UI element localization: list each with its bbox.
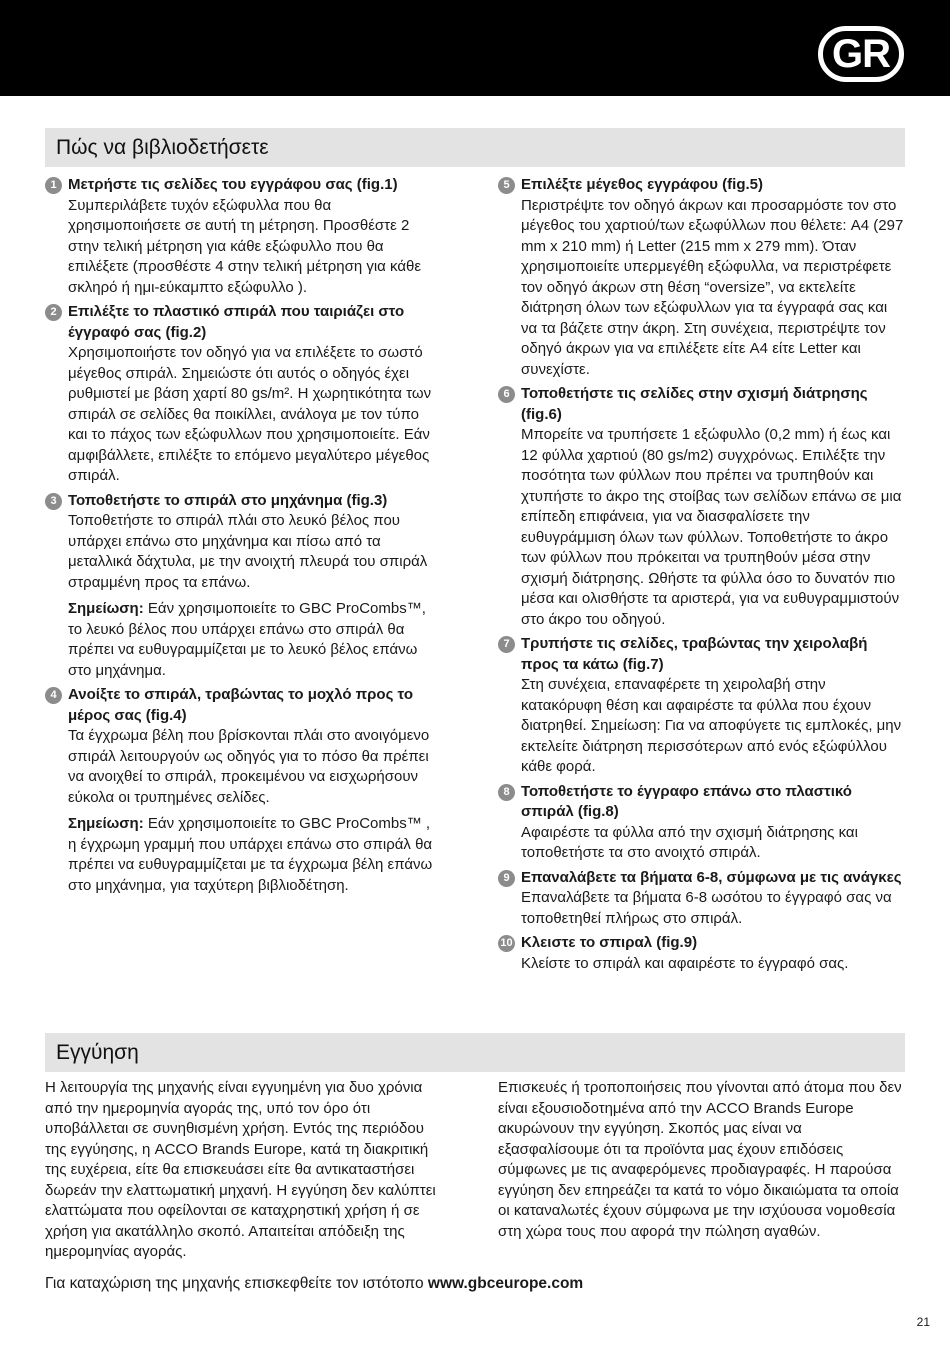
step-number-badge: 4 [45,687,62,704]
warranty-text-right: Επισκευές ή τροποποιήσεις που γίνονται από άτομα που δεν είναι εξουσιοδοτημένα από την ACCO Brands Europe ακυρώνουν την εγγύηση. Σκοπός μας είναι να εξασφαλίσουμε ότι τα προϊόντα μας έχουν επιδόσεις σύμφωνες με τις αναφερόμενες προδιαγραφές. Η παρούσα εγγύηση δεν επηρεάζει τα κατά το νόμο δικαιώματα τα οποία οι καταναλωτές έχουν σύμφωνα με την ισχύουσα νομοθεσία στη χώρα τους που αφορά την πώληση αγαθών. [498,1079,902,1240]
step-3 [45,491,437,682]
note-text: Εάν χρησιμοποιείτε το GBC ProCombs™ , η έγχρωμη γραμμή που υπάρχει επάνω στο σπιράλ θα πρέπει να ευθυγραμμίζεται με τα έγχρωμα βέλη επάνω στο μηχάνημα, για ταχύτερη βιβλιοδέτηση. [68,815,433,894]
step-number-badge: 5 [498,177,515,194]
registration-text: Για καταχώριση της μηχανής επισκεφθείτε τον ιστότοπο [45,1275,428,1292]
step-6 [498,384,906,630]
step-title: Κλειστε το σπιραλ (fig.9) [521,934,698,951]
step-number-badge: 1 [45,177,62,194]
step-body: Κλείστε το σπιράλ και αφαιρέστε το έγγραφό σας. [521,954,849,972]
step-number-badge: 9 [498,870,515,887]
step-number-badge: 8 [498,784,515,801]
step-number-badge: 2 [45,304,62,321]
step-body: Μπορείτε να τρυπήσετε 1 εξώφυλλο (0,2 mm) ή έως και 12 φύλλα χαρτιού (80 gs/m2) συγχρόνως. Επιλέξτε την ποσότητα των φύλλων που πρέπει να τρυπηθούν και χτυπήστε το άκρο της στοίβας των σελίδων επάνω σε μια επίπεδη επιφάνεια, για να διασφαλίσετε την ευθυγράμμιση όλων των φύλλων. Τοποθετήστε το άκρο των φύλλων που πρόκειται να τρυπηθούν μέσα στην σχισμή διάτρησης. Ωθήστε τα φύλλα όσο το δυνατόν πιο μέσα και ολισθήστε τα αριστερά, για να ευθυγραμμιστούν στο άκρο του οδηγού. [521,426,902,628]
step-body: Συμπεριλάβετε τυχόν εξώφυλλα που θα χρησιμοποιήσετε σε αυτή τη μέτρηση. Προσθέστε 2 στην τελική μέτρηση για κάθε εξώφυλλο που θα επιλέξετε (προσθέστε 4 στην τελική μέτρηση για κάθε σκληρό ή ημι-εύκαμπτο εξώφυλλο ). [68,196,422,296]
step-7 [498,634,906,778]
step-number-badge: 7 [498,636,515,653]
step-body: Τοποθετήστε το σπιράλ πλάι στο λευκό βέλος που υπάρχει επάνω στο μηχάνημα και πίσω από τα μεταλλικά δάχτυλα, με την ανοιχτή πλευρά του σπιράλ στραμμένη προς τα επάνω. [68,512,428,591]
right-column [498,175,906,978]
website-link[interactable]: www.gbceurope.com [427,1275,584,1292]
page-number: 21 [916,1315,930,1329]
step-title: Επιλέξτε το πλαστικό σπιράλ που ταιριάζει στο έγγραφό σας (fig.2) [68,303,405,341]
step-body: Περιστρέψτε τον οδηγό άκρων και προσαρμόστε τον στο μέγεθος του χαρτιού/των εξωφύλλων που θέλετε: A4 (297 mm x 210 mm) ή Letter (215 mm x 279 mm). Όταν χρησιμοποιείτε υπερμεγέθη εξώφυλλα, να περιστρέφετε τον οδηγό άκρων στη θέση “oversize”, να εκτελείτε διάτρηση όλων των εξώφυλλων για τα έγγραφά σας και να τα βάζετε στην άκρη. Στη συνέχεια, περιστρέψτε τον οδηγό άκρων για να επιλέξετε είτε A4 είτε Letter και συνεχίστε. [521,196,904,378]
step-body: Τα έγχρωμα βέλη που βρίσκονται πλάι στο ανοιγόμενο σπιράλ λειτουργούν ως οδηγός για το πόσο θα πρέπει να ανοιχθεί το σπιράλ, προκειμένου να εισχωρήσουν εύκολα οι τρυπημένες σελίδες. [68,727,430,806]
language-badge: GR [818,26,904,82]
step-body: Χρησιμοποιήστε τον οδηγό για να επιλέξετε το σωστό μέγεθος σπιράλ. Σημειώστε ότι αυτός ο οδηγός έχει ρυθμιστεί με βάση χαρτί 80 gs/m². Η χωρητικότητα των σπιράλ σε σελίδες θα ποικίλλει, ανάλογα με τον τύπο και το πάχος των εξώφυλλων που χρησιμοποιείτε. Εάν αμφιβάλλετε, επιλέξτε το επόμενο μεγαλύτερο μέγεθος σπιράλ. [68,344,432,484]
note-label: Σημείωση: [68,815,144,832]
step-body: Στη συνέχεια, επαναφέρετε τη χειρολαβή στην κατακόρυφη θέση και αφαιρέστε τα φύλλα που έχουν διατρηθεί. Σημείωση: Για να αποφύγετε τις εμπλοκές, μην εκτελείτε διάτρηση περισσότερων από ενός εξώφύλλου κάθε φορά. [521,676,902,775]
registration-note [45,1275,583,1293]
note-label: Σημείωση: [68,600,144,617]
step-number-badge: 6 [498,386,515,403]
step-10 [498,933,906,974]
step-title: Τοποθετήστε τις σελίδες στην σχισμή διάτρησης (fig.6) [521,385,868,423]
left-column [45,175,437,900]
step-title: Τοποθετήστε το σπιράλ στο μηχάνημα (fig.3) [68,491,388,509]
step-body: Επαναλάβετε τα βήματα 6-8 ωσότου το έγγραφό σας να τοποθετηθεί πλήρως στο σπιράλ. [521,889,892,927]
step-title: Ανοίξτε το σπιράλ, τραβώντας το μοχλό προς το μέρος σας (fig.4) [68,686,413,724]
step-title: Τρυπήστε τις σελίδες, τραβώντας την χειρολαβή προς τα κάτω (fig.7) [521,635,868,673]
step-number-badge: 3 [45,493,62,510]
step-title: Επαναλάβετε τα βήματα 6-8, σύμφωνα με τις ανάγκες [521,868,902,886]
step-2 [45,302,437,487]
warranty-section-title: Εγγύηση [45,1033,905,1072]
warranty-text-left: Η λειτουργία της μηχανής είναι εγγυημένη για δυο χρόνια από την ημερομηνία αγοράς της, υπό τον όρο ότι υποβάλλεται σε συνηθισμένη χρήση. Εντός της περιόδου της εγγύησης, η ACCO Brands Europe, κατά τη διακριτική της ευχέρεια, είτε θα επισκευάσει είτε θα αντικαταστήσει δωρεάν την ελαττωματική μηχανή. Η εγγύηση δεν καλύπτει ελαττώματα που οφείλονται σε καταχρηστική χρήση ή σε χρήση για ακατάλληλο σκοπό. Απαιτείται απόδειξη της ημερομηνίας αγοράς. [45,1079,436,1260]
top-bar [0,0,950,96]
step-note [68,814,437,896]
step-title: Μετρήστε τις σελίδες του εγγράφου σας (fig.1) [68,176,398,193]
binding-section-title: Πώς να βιβλιοδετήσετε [45,128,905,167]
step-number-badge: 10 [498,935,515,952]
step-4 [45,685,437,896]
step-note [68,599,437,681]
step-title: Τοποθετήστε το έγγραφο επάνω στο πλαστικό σπιράλ (fig.8) [521,782,852,820]
note-text: Εάν χρησιμοποιείτε το GBC ProCombs™, το λευκό βέλος που υπάρχει επάνω στο σπιράλ θα πρέπει να ευθυγραμμίζεται με το λευκό βέλος επάνω στο μηχάνημα. [68,600,426,679]
step-9 [498,868,906,930]
step-body: Αφαιρέστε τα φύλλα από την σχισμή διάτρησης και τοποθετήστε τα στο ανοιχτό σπιράλ. [521,823,858,861]
step-8 [498,782,906,864]
step-1 [45,175,437,298]
step-5 [498,175,906,380]
step-title: Επιλέξτε μέγεθος εγγράφου (fig.5) [521,176,763,193]
